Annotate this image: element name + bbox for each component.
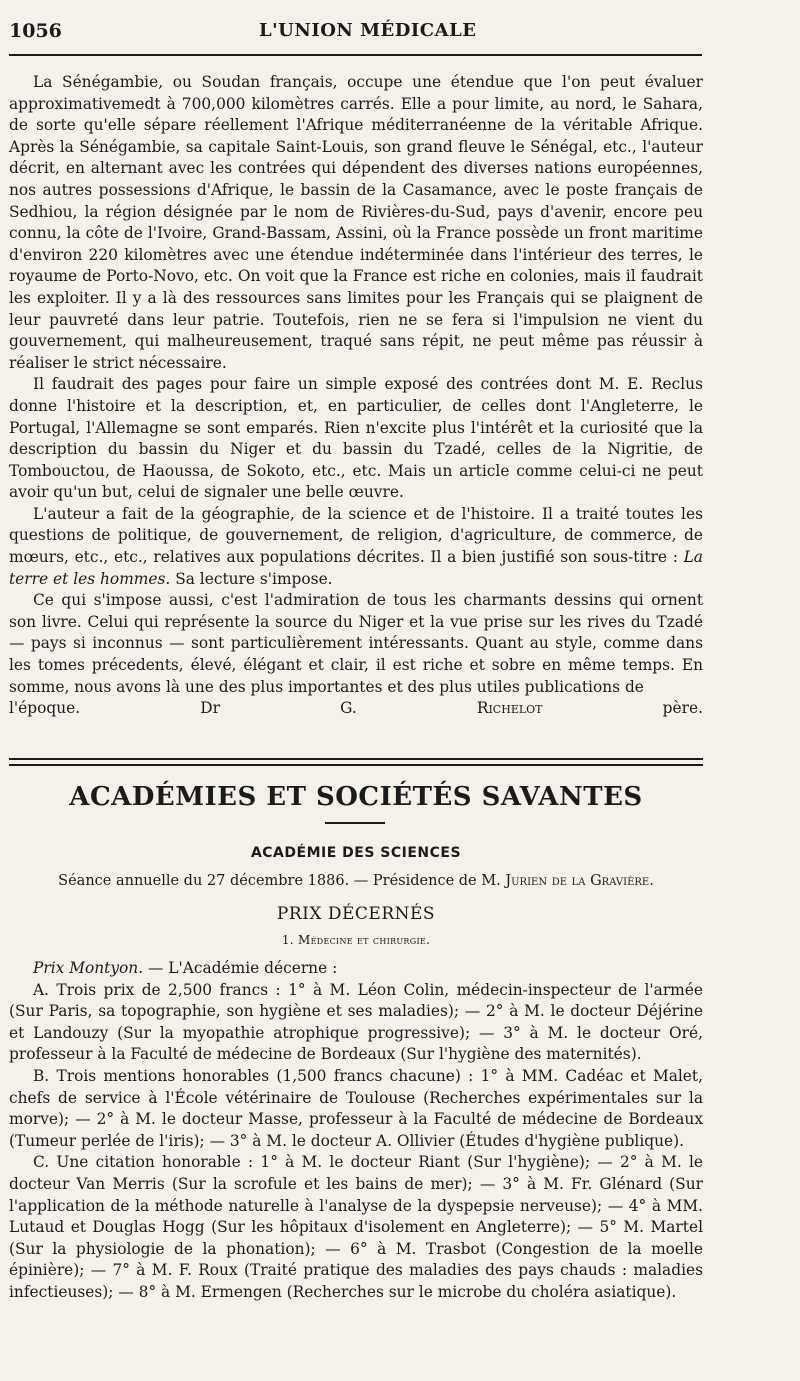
section-double-rule [9, 758, 703, 766]
prize-intro: Prix Montyon. — L'Académie décerne : [33, 959, 338, 977]
running-header [9, 18, 714, 46]
prize-item-a: A. Trois prix de 2,500 francs : 1° à M. Léon Colin, médecin-inspecteur de l'armée (Sur Paris, sa topographie, son hygiène et ses maladies); — 2° à M. le docteur Déjérine et Landouzy (Sur la myopathie atrophique progressive); — 3° à M. le docteur Oré, professeur à la Faculté de médecine de Bordeaux (Sur l'hygiène des maternités). [9, 980, 703, 1064]
review-paragraph-1: La Sénégambie, ou Soudan français, occupe une étendue que l'on peut évaluer approximativemedt à 700,000 kilomètres carrés. Elle a pour limite, au nord, le Sahara, de sorte qu'elle sépare réellement l'Afrique méditerranéenne de la véritable Afrique. Après la Sénégambie, sa capitale Saint-Louis, son grand fleuve le Sénégal, etc., l'auteur décrit, en alternant avec les contrées qui dépendent des diverses nations européennes, nos autres possessions d'Afrique, le bassin de la Casamance, avec le poste français de Sedhiou, la région désignée par le nom de Rivières-du-Sud, pays d'avenir, encore peu connu, la côte de l'Ivoire, Grand-Bassam, Assini, où la France possède un front maritime d'environ 220 kilomètres avec une étendue indéterminée dans l'intérieur des terres, le royaume de Porto-Novo, etc. On voit que la France est riche en colonies, mais il faudrait les exploiter. Il y a là des ressources sans limites pour les Français qui se plaignent de leur pauvreté dans leur patrie. Toutefois, rien ne se fera si l'impulsion ne vient du gouvernement, qui malheureusement, traqué sans répit, ne peut même pas réussir à réaliser le strict nécessaire. [9, 73, 703, 372]
prize-list [9, 958, 703, 1304]
prix-heading: PRIX DÉCERNÉS [276, 904, 436, 924]
seance-line: Séance annuelle du 27 décembre 1886. — Présidence de M. Jurien de la Gravière. [58, 873, 654, 889]
author-signature: Dr G. Richelot père. [200, 699, 703, 718]
section-title-rule [325, 822, 385, 824]
review-paragraph-2: Il faudrait des pages pour faire un simple exposé des contrées dont M. E. Reclus donne l'histoire et la description, et, en particulier, de celles dont l'Angleterre, le Portugal, l'Allemagne se sont emparés. Rien n'excite plus l'intérêt et la curiosité que la description du bassin du Niger et du bassin du Tzadé, celles de la Nigritie, de Tombouctou, de Haoussa, de Sokoto, etc., etc. Mais un article comme celui-ci ne peut avoir qu'un but, celui de signaler une belle œuvre. [9, 375, 703, 502]
prix-montyon-label: Prix Montyon. [33, 959, 144, 977]
subsection-heading: 1. Médecine et chirurgie. [281, 933, 431, 947]
review-paragraph-3-b: Sa lecture s'impose. [175, 569, 333, 588]
subtitle-citation: La terre et les hommes. [9, 548, 703, 588]
running-title: L'UNION MÉDICALE [259, 20, 477, 41]
review-paragraph-3-a: L'auteur a fait de la géographie, de la science et de l'histoire. Il a traité toutes les questions de politique, de gouvernement, de religion, d'agriculture, de commerce, de mœurs, etc., etc., relatives aux populations décrites. Il a bien justifié son sous-titre : [9, 504, 703, 567]
president-name: Jurien de la Gravière. [505, 873, 654, 889]
page-number: 1056 [9, 20, 62, 42]
academy-heading: ACADÉMIE DES SCIENCES [250, 845, 462, 861]
review-paragraph-3 [9, 504, 703, 590]
header-rule [9, 54, 702, 56]
review-closing-line [9, 698, 703, 720]
book-review-text [9, 72, 703, 720]
prize-item-b: B. Trois mentions honorables (1,500 francs chacune) : 1° à MM. Cadéac et Malet, chefs de service à l'École vétérinaire de Toulouse (Recherches expérimentales sur la morve); — 2° à M. le docteur Masse, professeur à la Faculté de médecine de Bordeaux (Tumeur perlée de l'iris); — 3° à M. le docteur A. Ollivier (Études d'hygiène publique). [9, 1066, 703, 1150]
section-title: ACADÉMIES ET SOCIÉTÉS SAVANTES [69, 782, 643, 812]
review-paragraph-4: Ce qui s'impose aussi, c'est l'admiration de tous les charmants dessins qui ornent son livre. Celui qui représente la source du Niger et la vue prise sur les rives du Tzadé — pays si inconnus — sont particulièrement intéressants. Quant au style, comme dans les tomes précedents, élevé, élégant et clair, il est riche et sobre en même temps. En somme, nous avons là une des plus importantes et des plus utiles publications de [9, 591, 703, 696]
prize-item-c: C. Une citation honorable : 1° à M. le docteur Riant (Sur l'hygiène); — 2° à M. le docteur Van Merris (Sur la scrofule et les bains de mer); — 3° à M. Fr. Glénard (Sur l'application de la méthode naturelle à l'analyse de la dyspepsie nerveuse); — 4° à MM. Lutaud et Douglas Hogg (Sur les hôpitaux d'isolement en Angleterre); — 5° M. Martel (Sur la physiologie de la phonation); — 6° à M. Trasbot (Congestion de la moelle épinière); — 7° à M. F. Roux (Traité pratique des maladies des pays chauds : maladies infectieuses); — 8° à M. Ermengen (Recherches sur le microbe du choléra asiatique). [9, 1153, 703, 1301]
review-paragraph-4-end: l'époque. [9, 699, 81, 718]
signature-name: Richelot [476, 699, 543, 718]
